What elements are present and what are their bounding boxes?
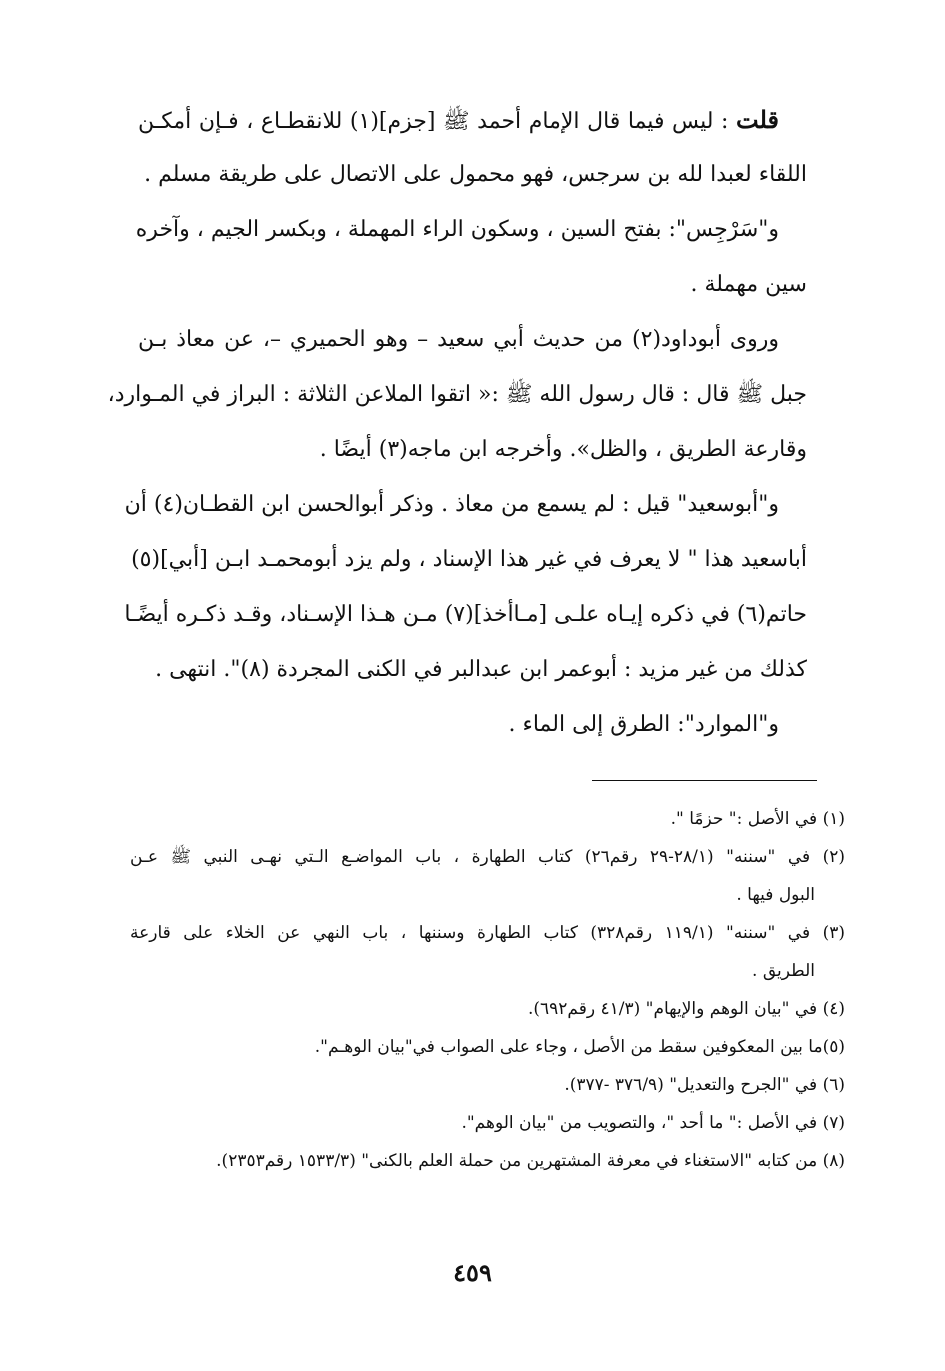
- text-line: [138, 257, 807, 312]
- footnote-line: (٢) في "سننه" (٢٨/١-٢٩ رقم٢٦) كتاب الطهارة ، باب المواضـع الـتي نهـى النبي ﷺ عـن: [130, 847, 845, 867]
- footnote-line: (٥)ما بين المعكوفين سقط من الأصل ، وجاء على الصواب في"بيان الوهـم".: [314, 1037, 845, 1057]
- text-line: [124, 587, 807, 642]
- text-line: [138, 312, 807, 367]
- line-text: و"الموارد": الطرق إلى الماء .: [508, 712, 779, 737]
- line-text: وقارعة الطريق ، والظل». وأخرجه ابن ماجه(٣) أيضًا .: [319, 437, 807, 462]
- text-line: [124, 477, 807, 532]
- footnote-separator: [592, 780, 817, 781]
- footnote-line: (٧) في الأصل :" ما أحد "، والتصويب من "بيان الوهم".: [461, 1113, 845, 1133]
- main-text: [107, 92, 807, 752]
- text-line: [138, 422, 807, 477]
- line-text: أباسعيد هذا " لا يعرف في غير هذا الإسناد ، ولم يزد أبومحمـد ابـن [أبي](٥): [131, 547, 807, 572]
- text-line: [131, 532, 807, 587]
- line-text: جبل ﷺ قال : قال رسول الله ﷺ :« اتقوا الملاعن الثلاثة : البراز في المـوارد،: [107, 382, 807, 407]
- footnote-line: (٨) من كتابه "الاستغناء في معرفة المشتهرين من حملة العلم بالكنى" (١٥٣٣/٣ رقم٢٣٥٣).: [216, 1151, 845, 1171]
- line-text: و"سَرْجِس": بفتح السين ، وسكون الراء المهملة ، وبكسر الجيم ، وآخره: [135, 217, 779, 242]
- footnote-line: (١) في الأصل :" حزمًا ".: [670, 809, 845, 829]
- page-number: ٤٥٩: [453, 1258, 492, 1287]
- text-line: [107, 367, 807, 422]
- line-text: اللقاء لعبدا لله بن سرجس، فهو محمول على الاتصال على طريقة مسلم .: [144, 162, 807, 187]
- text-line: [135, 202, 807, 257]
- text-line: [138, 697, 807, 752]
- line-text: كذلك من غير مزيد : أبوعمر ابن عبدالبر في الكنى المجردة (٨)". انتهى .: [155, 657, 807, 682]
- line-text: وروى أبوداود(٢) من حديث أبي سعيد – وهو الحميري –، عن معاذ بـن: [138, 327, 779, 352]
- footnote-line: (٦) في "الجرح والتعديل" (٣٧٦/٩ -٣٧٧).: [564, 1075, 845, 1095]
- text-line: [138, 642, 807, 697]
- line-text: : ليس فيما قال الإمام أحمد ﷺ [جزم](١) للانقطـاع ، فـإن أمكـن: [138, 109, 737, 134]
- text-line: [138, 92, 807, 147]
- footnote-line: (٣) في "سننه" (١١٩/١ رقم٣٢٨) كتاب الطهارة وسننها ، باب النهي عن الخلاء على قارعة: [130, 923, 845, 943]
- text-line: [138, 147, 807, 202]
- footnote-line: البول فيها .: [736, 885, 815, 905]
- line-text: حاتم(٦) في ذكره إيـاه علـى [مـاأخذ](٧) مـن هـذا الإسـناد، وقـد ذكـره أيضًـا: [124, 602, 807, 627]
- lead-word: قلت: [736, 105, 780, 134]
- footnote-line: الطريق .: [752, 961, 815, 981]
- line-text: و"أبوسعيد" قيل : لم يسمع من معاذ . وذكر أبوالحسن ابن القطـان(٤) أن: [124, 492, 779, 517]
- footnotes: [130, 800, 845, 1180]
- line-text: سين مهملة .: [690, 272, 807, 297]
- footnote-line: (٤) في "بيان الوهم والإيهام" (٤١/٣ رقم٦٩٢).: [527, 999, 845, 1019]
